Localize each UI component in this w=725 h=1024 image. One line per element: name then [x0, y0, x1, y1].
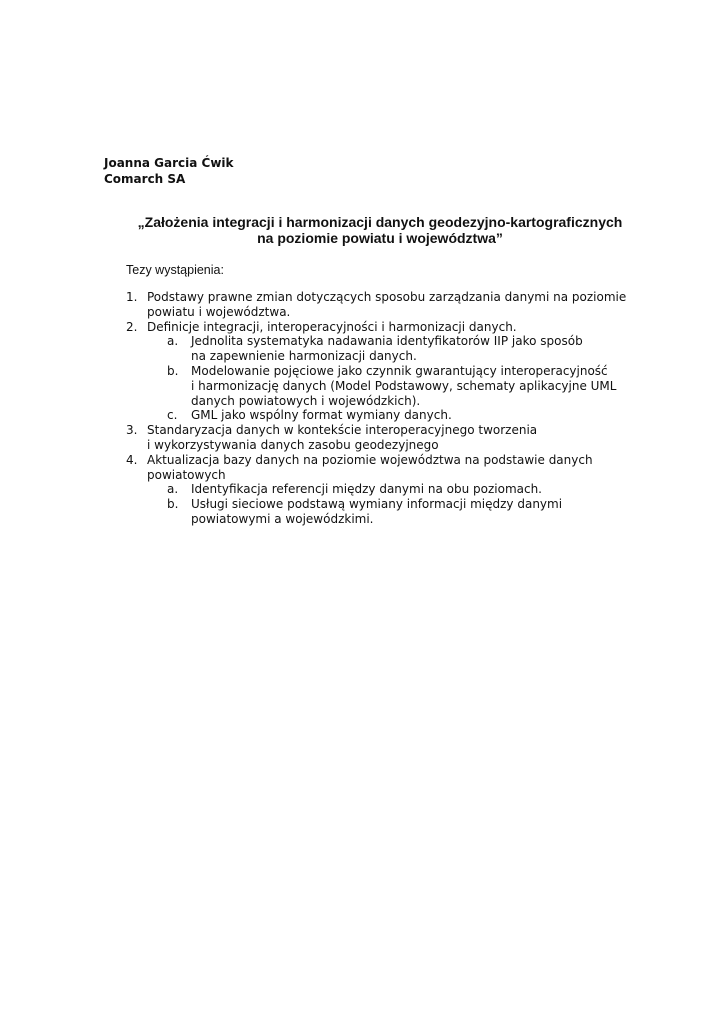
sub-list-item-text: danych powiatowych i wojewódzkich).: [191, 393, 421, 408]
sub-list-item-line: [126, 482, 666, 497]
sub-list-item-letter: a.: [167, 334, 179, 349]
sub-list-item: [126, 482, 666, 497]
sub-list-item-letter: b.: [167, 363, 179, 378]
sub-list-item-letter: b.: [167, 497, 179, 512]
author-company: Comarch SA: [104, 172, 186, 186]
sub-list-item: [126, 497, 666, 527]
sub-list-item-line: [126, 512, 666, 527]
sub-list-item-letter: a.: [167, 482, 179, 497]
document-title: [60, 214, 700, 246]
list-item-line: [126, 305, 666, 320]
list-item: [126, 423, 666, 453]
list-item-text: i wykorzystywania danych zasobu geodezyjnego: [147, 437, 439, 452]
sub-list-item: [126, 408, 666, 423]
list-item-number: 1.: [126, 290, 138, 304]
theses-list: [126, 290, 666, 527]
list-item-number: 2.: [126, 319, 138, 334]
sub-list-item-text: Modelowanie pojęciowe jako czynnik gwarantujący interoperacyjność: [191, 363, 608, 378]
list-item-line: [126, 453, 666, 468]
sub-list-item-text: na zapewnienie harmonizacji danych.: [191, 349, 417, 364]
sub-list-item-line: [126, 379, 666, 394]
sub-list-item: [126, 334, 666, 364]
author-name: Joanna Garcia Ćwik: [104, 156, 234, 170]
list-item-line: [126, 290, 666, 305]
sub-list-item-text: Identyfikacja referencji między danymi na obu poziomach.: [191, 482, 542, 497]
sub-list-item-text: GML jako wspólny format wymiany danych.: [191, 408, 452, 423]
list-item-text: Definicje integracji, interoperacyjności i harmonizacji danych.: [147, 319, 517, 334]
list-item-line: [126, 320, 666, 335]
list-item: [126, 320, 666, 424]
list-item-line: [126, 438, 666, 453]
sub-list-item-text: powiatowymi a wojewódzkimi.: [191, 511, 374, 526]
list-item-text: powiatowych: [147, 467, 226, 482]
sub-list-item-text: Jednolita systematyka nadawania identyfikatorów IIP jako sposób: [191, 334, 583, 349]
list-item-line: [126, 423, 666, 438]
sub-list-item-line: [126, 349, 666, 364]
list-item-text: Aktualizacja bazy danych na poziomie województwa na podstawie danych: [147, 452, 593, 467]
sub-list-item-line: [126, 364, 666, 379]
sub-list-item-line: [126, 394, 666, 409]
sub-list-item-line: [126, 408, 666, 423]
list-item-number: 4.: [126, 452, 138, 467]
list-item: [126, 453, 666, 527]
title-line-2: na poziomie powiatu i województwa”: [257, 230, 503, 246]
sub-list-item: [126, 364, 666, 408]
sub-list-item-text: Usługi sieciowe podstawą wymiany informacji między danymi: [191, 497, 563, 512]
sub-list-item-line: [126, 497, 666, 512]
sub-list-item-line: [126, 334, 666, 349]
author-block: [104, 155, 234, 187]
list-item-text: Podstawy prawne zmian dotyczących sposobu zarządzania danymi na poziomie: [147, 290, 627, 304]
list-item-text: Standaryzacja danych w kontekście interoperacyjnego tworzenia: [147, 423, 538, 438]
list-item-line: [126, 468, 666, 483]
theses-heading: Tezy wystąpienia:: [126, 263, 224, 277]
list-item-text: powiatu i województwa.: [147, 304, 291, 319]
list-item-number: 3.: [126, 423, 138, 438]
title-line-1: „Założenia integracji i harmonizacji danych geodezyjno-kartograficznych: [137, 214, 623, 230]
sub-list-item-text: i harmonizację danych (Model Podstawowy, schematy aplikacyjne UML: [191, 378, 617, 393]
sub-list-item-letter: c.: [167, 408, 178, 423]
list-item: [126, 290, 666, 320]
